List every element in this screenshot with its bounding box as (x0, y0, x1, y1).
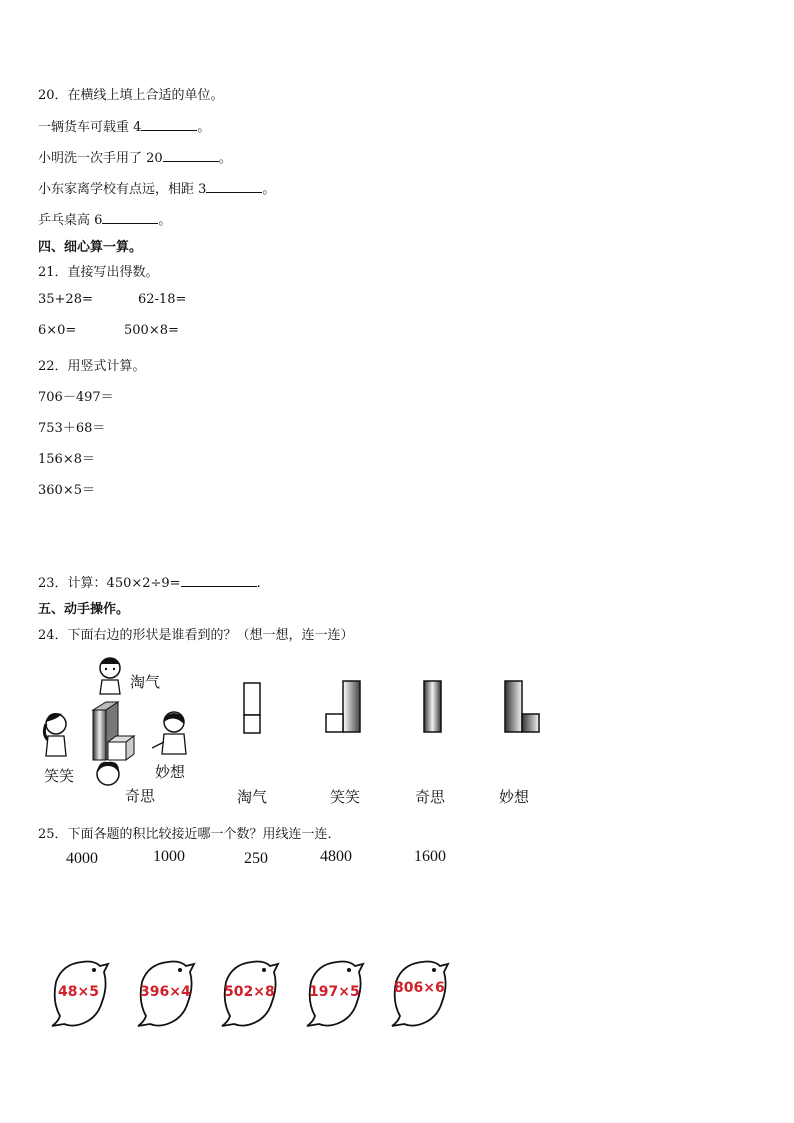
q23-end: . (256, 576, 261, 591)
target-number-4[interactable]: 4800 (320, 848, 352, 865)
q20-item-4 (38, 209, 171, 228)
person-bottom-icon (97, 762, 119, 785)
q20-item-1 (38, 116, 210, 135)
ghost-card-3[interactable] (216, 958, 282, 1028)
ghost-expression-4: 197×5 (309, 984, 360, 1000)
ghost-card-2[interactable] (132, 958, 198, 1028)
block-stack-icon (93, 702, 134, 760)
q20-item-2-end: 。 (218, 151, 232, 166)
person-label-miaoxiang: 妙想 (155, 763, 186, 781)
person-label-taoqi: 淘气 (130, 673, 161, 691)
q20-item-1-text: 一辆货车可载重 4 (38, 120, 142, 135)
answer-blank[interactable] (141, 119, 197, 131)
answer-blank[interactable] (206, 181, 262, 193)
q24-title: 24．下面右边的形状是谁看到的？（想一想，连一连） (38, 628, 354, 643)
ghost-expression-3: 502×8 (224, 984, 275, 1000)
person-top-icon (100, 658, 120, 694)
view-shape-4-icon[interactable] (504, 680, 542, 734)
q20-item-4-text: 乒乓桌高 6 (38, 213, 103, 228)
ghost-card-5[interactable] (386, 958, 452, 1028)
q22-expr-4: 360×5＝ (38, 483, 95, 498)
view-caption-4: 妙想 (499, 788, 530, 806)
view-shape-1-icon[interactable] (243, 682, 263, 736)
q20-item-2 (38, 147, 232, 166)
answer-blank[interactable] (163, 150, 219, 162)
q21-expr-3: 6×0= (38, 323, 77, 338)
q21-expr-1: 35+28= (38, 292, 93, 307)
q20-item-3-end: 。 (262, 182, 276, 197)
q20-item-4-end: 。 (158, 213, 172, 228)
person-right-icon (152, 712, 186, 754)
section-5-heading: 五、动手操作。 (38, 602, 130, 617)
q22-expr-2: 753＋68＝ (38, 421, 106, 436)
view-shape-2-icon[interactable] (325, 680, 365, 734)
person-left-icon (44, 713, 66, 756)
q22-expr-1: 706－497＝ (38, 390, 114, 405)
target-number-5[interactable]: 1600 (414, 848, 446, 865)
target-number-3[interactable]: 250 (244, 850, 268, 867)
view-shape-3-icon[interactable] (423, 680, 443, 734)
view-caption-1: 淘气 (237, 788, 268, 806)
view-caption-2: 笑笑 (330, 788, 361, 806)
ghost-card-4[interactable] (301, 958, 367, 1028)
view-caption-3: 奇思 (415, 788, 446, 806)
q23-text: 23．计算：450×2÷9= (38, 576, 181, 591)
q20-title: 20．在横线上填上合适的单位。 (38, 88, 224, 103)
q20-item-1-end: 。 (197, 120, 211, 135)
q22-title: 22．用竖式计算。 (38, 359, 146, 374)
answer-blank[interactable] (102, 212, 158, 224)
q21-expr-4: 500×8= (124, 323, 179, 338)
target-number-1[interactable]: 4000 (66, 850, 98, 867)
ghost-expression-2: 396×4 (140, 984, 191, 1000)
person-label-xiaoxiao: 笑笑 (44, 767, 75, 785)
ghost-expression-1: 48×5 (58, 984, 99, 1000)
q21-expr-2: 62-18= (138, 292, 187, 307)
q23-line (38, 572, 261, 591)
q20-item-3 (38, 178, 275, 197)
q20-item-2-text: 小明洗一次手用了 20 (38, 151, 163, 166)
ghost-expression-5: 806×6 (394, 980, 445, 996)
q21-title: 21．直接写出得数。 (38, 265, 159, 280)
ghost-card-1[interactable] (46, 958, 112, 1028)
section-4-heading: 四、细心算一算。 (38, 240, 143, 255)
q20-item-3-text: 小东家离学校有点远，相距 3 (38, 182, 207, 197)
target-number-2[interactable]: 1000 (153, 848, 185, 865)
answer-blank[interactable] (181, 575, 257, 587)
person-label-qisi: 奇思 (125, 787, 156, 805)
q22-expr-3: 156×8＝ (38, 452, 95, 467)
q25-title: 25．下面各题的积比较接近哪一个数？用线连一连． (38, 827, 341, 842)
